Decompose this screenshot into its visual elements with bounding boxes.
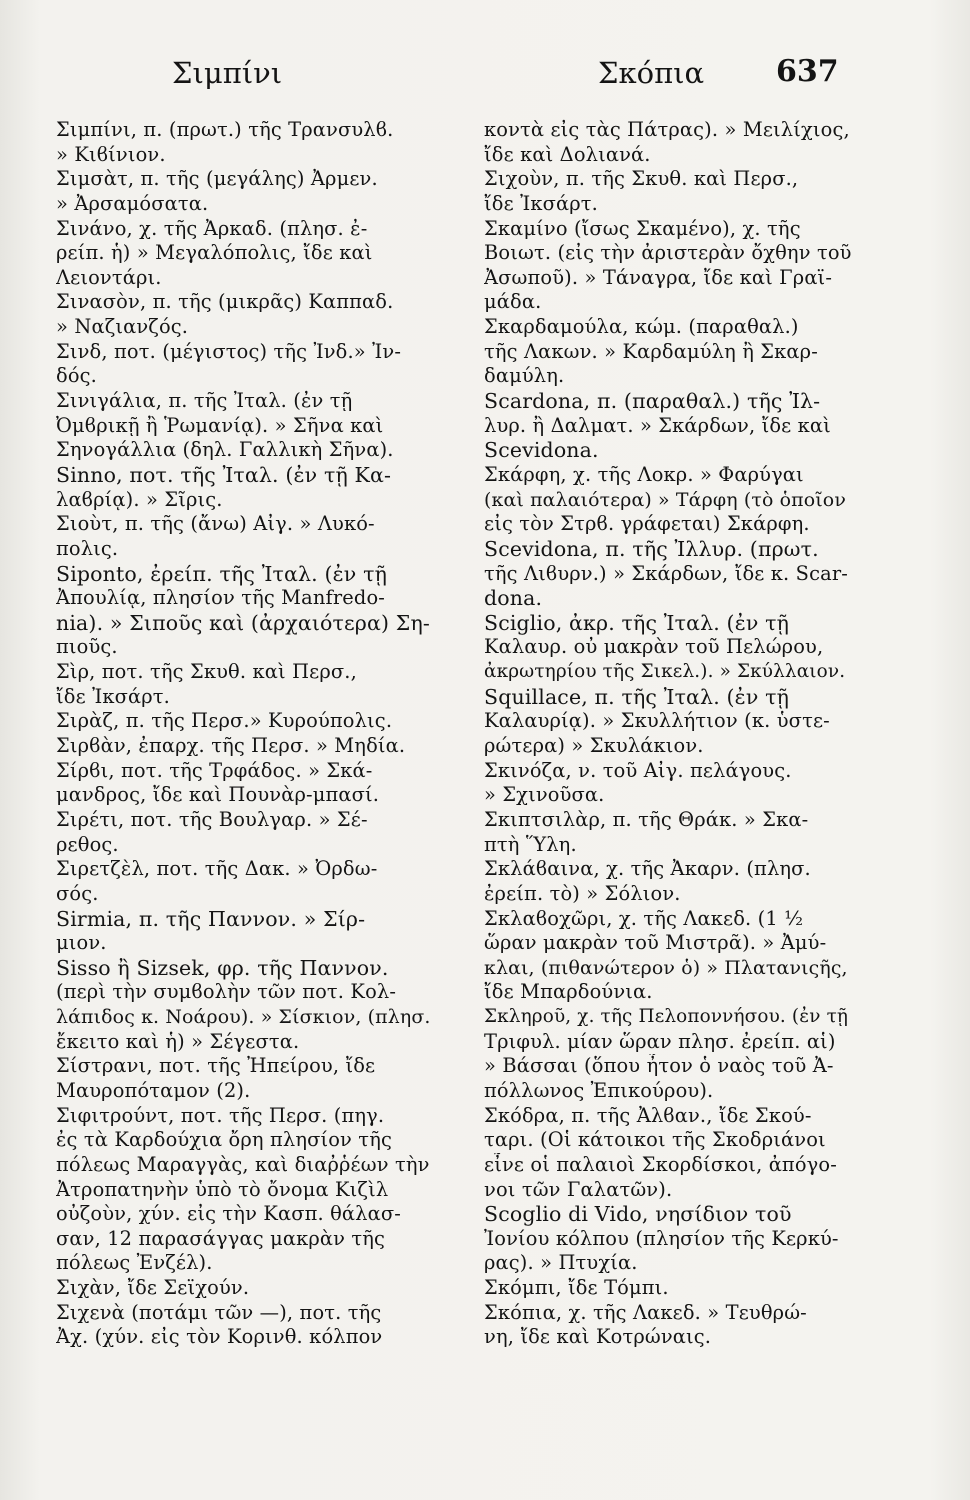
text-line: » Ἀρσαμόσατα. <box>56 191 209 215</box>
text-line: Sciglio, ἀκρ. τῆς Ἰταλ. (ἐν τῇ <box>484 610 790 635</box>
text-line: Λειοντάρι. <box>56 265 162 289</box>
text-line: λυρ. ἢ Δαλματ. » Σκάρδων, ἴδε καὶ <box>484 413 831 437</box>
text-line: ρας). » Πτυχία. <box>484 1251 638 1275</box>
text-line: » Ναζιανζός. <box>56 315 189 339</box>
text-line: πολις. <box>56 536 119 560</box>
text-line: Μαυροπόταμον (2). <box>56 1078 251 1102</box>
text-line: σαν, 12 παρασάγγας μακρὰν τῆς <box>56 1226 386 1250</box>
text-line: Scoglio di Vido, νησίδιον τοῦ <box>484 1202 792 1227</box>
text-line: Σινδ, ποτ. (μέγιστος) τῆς Ἰνδ.» Ἰν- <box>56 339 402 363</box>
text-line: ρώτερα) » Σκυλάκιον. <box>484 734 704 758</box>
text-line: Σκλαϐοχῶρι, χ. τῆς Λακεδ. (1 ½ <box>484 906 804 930</box>
text-line: Σκαμίνο (ἴσως Σκαμένο), χ. τῆς <box>484 216 801 240</box>
page-number: 637 <box>776 54 839 89</box>
text-line: Τριφυλ. μίαν ὥραν πλησ. ἐρείπ. αἱ) <box>484 1029 836 1053</box>
text-line: Σκληροῦ, χ. τῆς Πελοποννήσου. (ἐν τῇ <box>484 1006 849 1028</box>
text-line: κοντὰ εἰς τὰς Πάτρας). » Μειλίχιος, <box>484 118 850 141</box>
text-line: Σκιπτσιλὰρ, π. τῆς Θράκ. » Σκα- <box>484 807 809 831</box>
text-line: Σκάρφη, χ. τῆς Λοκρ. » Φαρύγαι <box>484 462 804 486</box>
text-line: Siponto, ἐρείπ. τῆς Ἰταλ. (ἐν τῇ <box>56 561 388 586</box>
text-line: ὥραν μακρὰν τοῦ Μιστρᾶ). » Ἀμύ- <box>484 931 827 955</box>
text-line: ἴδε Ἰκσάρτ. <box>56 684 170 708</box>
text-line: νη, ἴδε καὶ Κοτρώναις. <box>484 1325 712 1349</box>
text-line: Ὀμϐρικῇ ἢ Ῥωμανίᾳ). » Σῆνα καὶ <box>56 413 384 437</box>
text-line: οὐζοὺν, χύν. εἰς τὴν Κασπ. θάλασ- <box>56 1202 401 1226</box>
text-line: πόλεως Ἐνζέλ). <box>56 1251 213 1275</box>
text-line: Σινάνο, χ. τῆς Ἀρκαδ. (πλησ. ἐ- <box>56 216 368 240</box>
text-line: λαϐρίᾳ). » Σῖρις. <box>56 487 223 511</box>
text-line: Σιμσὰτ, π. τῆς (μεγάλης) Ἀρμεν. <box>56 167 378 191</box>
text-line: ταρι. (Οἱ κάτοικοι τῆς Σκοδριάνοι <box>484 1128 826 1152</box>
text-line: Ἀχ. (χύν. εἰς τὸν Κορινθ. κόλπον <box>56 1325 383 1349</box>
text-line: ἐς τὰ Καρδούχια ὄρη πλησίον τῆς <box>56 1128 392 1152</box>
text-line: Καλαυρίᾳ). » Σκυλλήτιον (κ. ὑστε- <box>484 709 830 733</box>
text-line: Σιρϐὰν, ἐπαρχ. τῆς Περσ. » Μηδία. <box>56 734 406 758</box>
text-line: (περὶ τὴν συμϐολὴν τῶν ποτ. Κολ- <box>56 980 397 1004</box>
text-line: Sisso ἢ Sizsek, φρ. τῆς Παννον. <box>56 955 389 980</box>
header-left-word: Σιμπίνι <box>172 56 283 90</box>
text-line: νοι τῶν Γαλατῶν). <box>484 1177 673 1201</box>
text-line: πτὴ Ὕλη. <box>484 832 577 856</box>
text-line: » Βάσσαι (ὅπου ἦτον ὁ ναὸς τοῦ Ἀ- <box>484 1054 834 1078</box>
text-line: κλαι, (πιθανώτερον ὁ) » Πλατανιςῆς, <box>484 956 848 979</box>
text-line: Σηνογάλλια (δηλ. Γαλλικὴ Σῆνα). <box>56 438 394 462</box>
text-line: ἴδε Ἰκσάρτ. <box>484 191 598 215</box>
text-line: πιοῦς. <box>56 635 118 659</box>
text-line: εἰς τὸν Στρϐ. γράφεται) Σκάρφη. <box>484 512 810 536</box>
text-line: Squillace, π. τῆς Ἰταλ. (ἐν τῇ <box>484 684 790 709</box>
text-line: τῆς Λιϐυρν.) » Σκάρδων, ἴδε κ. Scar- <box>484 561 848 585</box>
text-line: Σκαρδαμούλα, κώμ. (παραθαλ.) <box>484 315 799 339</box>
text-line: Scevidona, π. τῆς Ἰλλυρ. (πρωτ. <box>484 536 819 561</box>
text-line: ἔκειτο καὶ ἡ) » Σέγεστα. <box>56 1029 300 1053</box>
text-line: ρείπ. ἡ) » Μεγαλόπολις, ἴδε καὶ <box>56 241 373 265</box>
text-line: Σκόδρα, π. τῆς Ἀλϐαν., ἴδε Σκού- <box>484 1103 812 1127</box>
text-line: dona. <box>484 586 543 611</box>
text-line: Σκινόζα, ν. τοῦ Αἰγ. πελάγους. <box>484 758 792 782</box>
text-line: Σιμπίνι, π. (πρωτ.) τῆς Τρανσυλϐ. <box>56 118 394 141</box>
text-line: nia). » Σιποῦς καὶ (ἀρχαιότερα) Ση- <box>56 610 430 635</box>
text-line: μιον. <box>56 931 107 955</box>
text-line: Σίστρανι, ποτ. τῆς Ἠπείρου, ἴδε <box>56 1054 376 1078</box>
text-line: Σινιγάλια, π. τῆς Ἰταλ. (ἐν τῇ <box>56 389 353 413</box>
right-column <box>484 118 854 1350</box>
text-line: » Σχινοῦσα. <box>484 783 605 807</box>
text-line: Scardona, π. (παραθαλ.) τῆς Ἰλ- <box>484 389 821 414</box>
text-line: Σιρετζὲλ, ποτ. τῆς Δακ. » Ὀρδω- <box>56 857 378 881</box>
text-line: ἴδε καὶ Δολιανά. <box>484 142 651 166</box>
text-line: ἴδε Μπαρδούνια. <box>484 980 653 1004</box>
text-line: Σιχοὺν, π. τῆς Σκυθ. καὶ Περσ., <box>484 167 799 191</box>
left-column <box>56 118 434 1350</box>
running-header <box>0 56 970 106</box>
text-line: » Κιϐίνιον. <box>56 142 166 166</box>
text-line: τῆς Λακων. » Καρδαμύλη ἢ Σκαρ- <box>484 339 818 363</box>
text-line: Σιχενὰ (ποτάμι τῶν —), ποτ. τῆς <box>56 1300 382 1324</box>
text-line: Σιρέτι, ποτ. τῆς Βουλγαρ. » Σέ- <box>56 807 368 831</box>
text-line: Ἀτροπατηνὴν ὑπὸ τὸ ὄνομα Κιζὶλ <box>56 1177 389 1201</box>
text-line: Σινασὸν, π. τῆς (μικρᾶς) Καππαδ. <box>56 290 394 314</box>
text-line: Σκόπια, χ. τῆς Λακεδ. » Τευθρώ- <box>484 1300 807 1324</box>
text-line: Ἰονίου κόλπου (πλησίον τῆς Κερκύ- <box>484 1226 839 1250</box>
text-line: μάδα. <box>484 290 542 314</box>
text-line: Σιοὺτ, π. τῆς (ἄνω) Αἰγ. » Λυκό- <box>56 512 375 536</box>
text-line: Σὶρ, ποτ. τῆς Σκυθ. καὶ Περσ., <box>56 660 357 684</box>
text-line: Ἀσωποῦ). » Τάναγρα, ἴδε καὶ Γραϊ- <box>484 265 833 289</box>
text-line: σός. <box>56 881 99 905</box>
text-line: Σίρϐι, ποτ. τῆς Τρφάδος. » Σκά- <box>56 758 373 782</box>
text-line: Σιχὰν, ἴδε Σεϊχούν. <box>56 1276 250 1300</box>
text-line: Σιρὰζ, π. τῆς Περσ.» Κυρούπολις. <box>56 709 393 733</box>
text-line: πόλλωνος Ἐπικούρου). <box>484 1078 714 1102</box>
text-line: δαμύλη. <box>484 364 565 388</box>
text-line: πόλεως Μαραγγὰς, καὶ διαῤῥέων τὴν <box>56 1152 430 1176</box>
text-line: (καὶ παλαιότερα) » Τάρφη (τὸ ὁποῖον <box>484 488 846 511</box>
text-line: Βοιωτ. (εἰς τὴν ἀριστερὰν ὄχθην τοῦ <box>484 241 852 265</box>
text-line: Sinno, ποτ. τῆς Ἰταλ. (ἐν τῇ Κα- <box>56 462 392 487</box>
text-line: Ἀπουλίᾳ, πλησίον τῆς Manfredo- <box>56 586 385 610</box>
text-line: Σκλάϐαινα, χ. τῆς Ἀκαρν. (πλησ. <box>484 857 811 881</box>
text-line: εἶνε οἱ παλαιοὶ Σκορδίσκοι, ἀπόγο- <box>484 1152 837 1176</box>
text-line: λάπιδος κ. Νοάρου). » Σίσκιον, (πλησ. <box>56 1006 431 1029</box>
text-line: Scevidona. <box>484 438 599 463</box>
text-line: Sirmia, π. τῆς Παννον. » Σίρ- <box>56 906 366 931</box>
text-line: ρεθος. <box>56 832 119 856</box>
text-line: δός. <box>56 364 97 388</box>
text-line: ἐρείπ. τὸ) » Σόλιον. <box>484 881 681 905</box>
text-line: μανδρος, ἴδε καὶ Πουνὰρ-μπασί. <box>56 783 380 807</box>
text-line: Σκόμπι, ἴδε Τόμπι. <box>484 1276 669 1300</box>
text-line: Σιφιτρούντ, ποτ. τῆς Περσ. (πηγ. <box>56 1103 385 1127</box>
header-right-word: Σκόπια <box>598 56 705 90</box>
text-line: Καλαυρ. οὐ μακρὰν τοῦ Πελώρου, <box>484 635 824 659</box>
text-line: ἀκρωτηρίου τῆς Σικελ.). » Σκύλλαιον. <box>484 661 846 683</box>
